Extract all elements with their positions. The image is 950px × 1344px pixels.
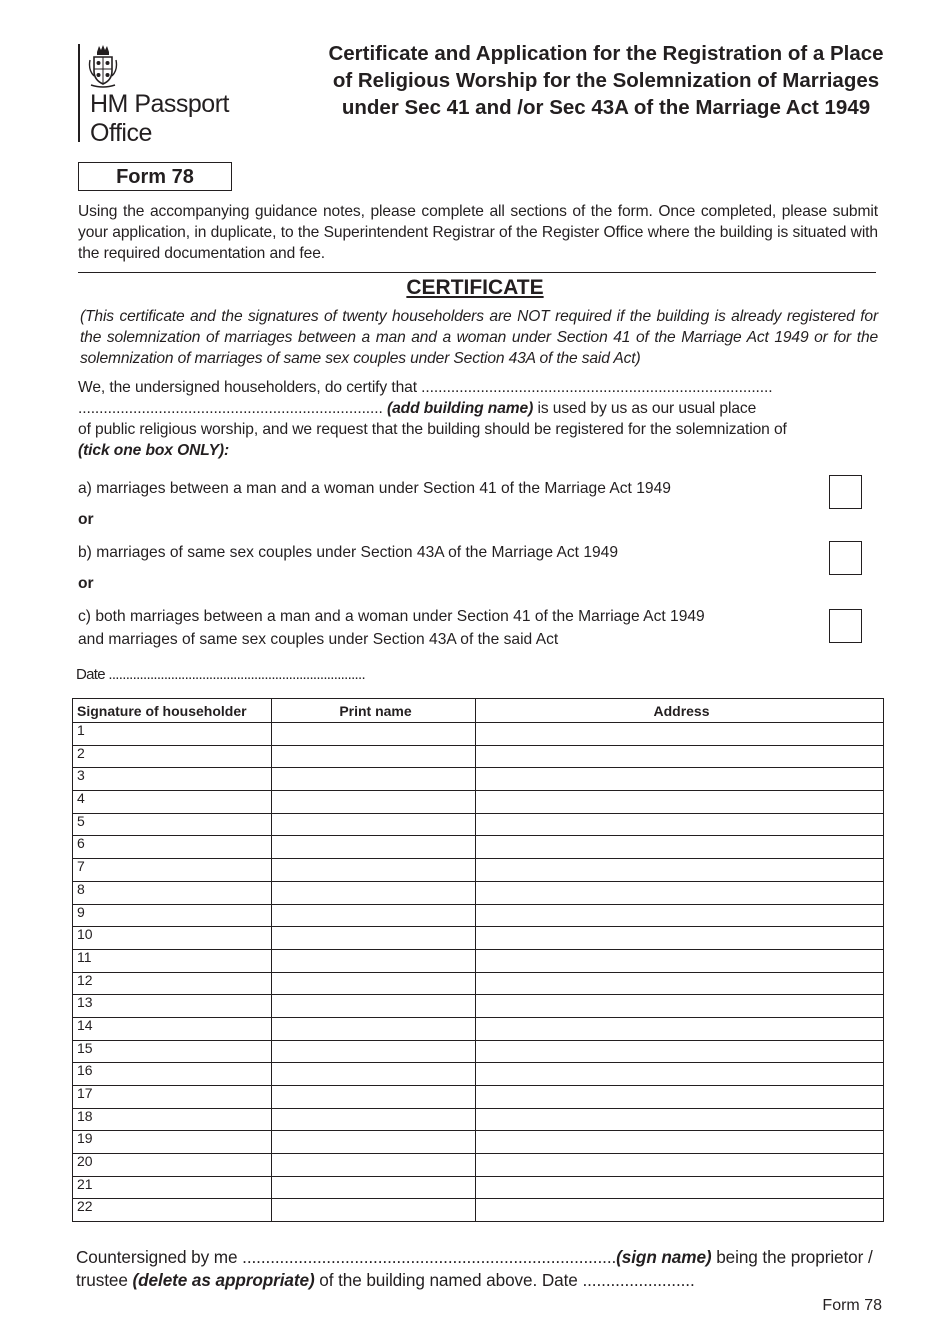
table-row: [73, 904, 884, 927]
address-cell[interactable]: [476, 1199, 884, 1222]
signature-cell[interactable]: 5: [73, 813, 272, 836]
option-c-checkbox[interactable]: [829, 609, 862, 643]
address-cell[interactable]: [476, 1154, 884, 1177]
table-row: [73, 1040, 884, 1063]
table-row: [73, 768, 884, 791]
table-body: [73, 723, 884, 1222]
option-a-label: a) marriages between a man and a woman under Section 41 of the Marriage Act 1949: [78, 480, 671, 497]
table-row: [73, 1199, 884, 1222]
print-name-cell[interactable]: [272, 1017, 476, 1040]
signature-cell[interactable]: 4: [73, 791, 272, 814]
print-name-cell[interactable]: [272, 791, 476, 814]
section-divider: [78, 272, 876, 273]
building-name-line: [78, 398, 878, 419]
tick-instruction: (tick one box ONLY):: [78, 442, 230, 459]
signature-cell[interactable]: 13: [73, 995, 272, 1018]
form-number-box: Form 78: [78, 162, 232, 191]
signature-cell[interactable]: 15: [73, 1040, 272, 1063]
print-name-cell[interactable]: [272, 723, 476, 746]
print-name-cell[interactable]: [272, 1063, 476, 1086]
address-cell[interactable]: [476, 859, 884, 882]
table-row: [73, 791, 884, 814]
column-header-signature: Signature of householder: [73, 699, 272, 723]
countersign-text-2: being the proprietor / trustee: [76, 1247, 873, 1290]
signature-cell[interactable]: 19: [73, 1131, 272, 1154]
address-cell[interactable]: [476, 949, 884, 972]
address-cell[interactable]: [476, 1108, 884, 1131]
signature-cell[interactable]: 14: [73, 1017, 272, 1040]
address-cell[interactable]: [476, 1131, 884, 1154]
table-row: [73, 1017, 884, 1040]
certificate-note: (This certificate and the signatures of twenty householders are NOT required if the building is already registered for the solemnization of marriages between a man and a woman under Section 41 of the Marriage Act 1949 or for the solemnization of marriages of same sex couples under Section 43A of the said Act): [80, 308, 878, 367]
countersign-text-3[interactable]: of the building named above. Date ........................: [314, 1270, 695, 1290]
building-name-rest: is used by us as our usual place: [533, 400, 757, 417]
building-name-hint: (add building name): [386, 400, 534, 417]
building-name-dots[interactable]: ........................................................................: [78, 400, 387, 417]
print-name-cell[interactable]: [272, 1154, 476, 1177]
table-row: [73, 1154, 884, 1177]
option-b-label: b) marriages of same sex couples under Section 43A of the Marriage Act 1949: [78, 544, 619, 561]
signature-cell[interactable]: 12: [73, 972, 272, 995]
signature-cell[interactable]: 3: [73, 768, 272, 791]
intro-instructions: Using the accompanying guidance notes, please complete all sections of the form. Once completed, please submit your application, in duplicate, to the Superintendent Registrar of the Register Office where the building is situated with the required documentation and fee.: [78, 203, 878, 262]
signature-cell[interactable]: 7: [73, 859, 272, 882]
countersign-hint-delete: (delete as appropriate): [132, 1270, 315, 1290]
address-cell[interactable]: [476, 768, 884, 791]
print-name-cell[interactable]: [272, 768, 476, 791]
column-header-address: Address: [476, 699, 884, 723]
option-c-label-line-1: c) both marriages between a man and a woman under Section 41 of the Marriage Act 1949: [78, 608, 705, 625]
option-a-checkbox[interactable]: [829, 475, 862, 509]
signature-cell[interactable]: 1: [73, 723, 272, 746]
print-name-cell[interactable]: [272, 1199, 476, 1222]
table-row: [73, 1063, 884, 1086]
address-cell[interactable]: [476, 791, 884, 814]
print-name-cell[interactable]: [272, 745, 476, 768]
address-cell[interactable]: [476, 972, 884, 995]
option-c-label-line-2: and marriages of same sex couples under Section 43A of the said Act: [78, 631, 559, 648]
signature-cell[interactable]: 18: [73, 1108, 272, 1131]
table-row: [73, 1086, 884, 1109]
address-cell[interactable]: [476, 1063, 884, 1086]
address-cell[interactable]: [476, 836, 884, 859]
print-name-cell[interactable]: [272, 1176, 476, 1199]
option-b-checkbox[interactable]: [829, 541, 862, 575]
address-cell[interactable]: [476, 1040, 884, 1063]
table-row: [73, 949, 884, 972]
org-name-line-1: HM Passport: [90, 90, 229, 118]
signature-cell[interactable]: 20: [73, 1154, 272, 1177]
certify-line: We, the undersigned householders, do certify that ...................................................................................: [78, 379, 773, 396]
table-row: [73, 745, 884, 768]
signature-cell[interactable]: 6: [73, 836, 272, 859]
or-separator: or: [78, 575, 94, 592]
print-name-cell[interactable]: [272, 1108, 476, 1131]
print-name-cell[interactable]: [272, 1086, 476, 1109]
signature-cell[interactable]: 11: [73, 949, 272, 972]
print-name-cell[interactable]: [272, 904, 476, 927]
address-cell[interactable]: [476, 904, 884, 927]
table-row: [73, 1176, 884, 1199]
signature-cell[interactable]: 8: [73, 881, 272, 904]
print-name-cell[interactable]: [272, 881, 476, 904]
countersign-text-1[interactable]: Countersigned by me ................................................................................: [76, 1247, 617, 1267]
print-name-cell[interactable]: [272, 1131, 476, 1154]
address-cell[interactable]: [476, 1176, 884, 1199]
signature-cell[interactable]: 9: [73, 904, 272, 927]
print-name-cell[interactable]: [272, 927, 476, 950]
table-row: [73, 723, 884, 746]
org-name-line-2: Office: [90, 119, 152, 147]
address-cell[interactable]: [476, 745, 884, 768]
address-cell[interactable]: [476, 995, 884, 1018]
table-row: [73, 813, 884, 836]
column-header-print-name: Print name: [272, 699, 476, 723]
logo-divider: [78, 44, 80, 142]
signature-cell[interactable]: 17: [73, 1086, 272, 1109]
table-row: [73, 836, 884, 859]
print-name-cell[interactable]: [272, 972, 476, 995]
print-name-cell[interactable]: [272, 836, 476, 859]
signature-cell[interactable]: 10: [73, 927, 272, 950]
householder-signature-table: [72, 698, 884, 1222]
footer-form-label: Form 78: [822, 1297, 882, 1314]
table-row: [73, 1131, 884, 1154]
date-field[interactable]: Date ..........................................................................: [76, 666, 365, 683]
table-row: [73, 927, 884, 950]
form-title: Certificate and Application for the Registration of a Place of Religious Worship for the Solemnization of Marriages under Sec 41 and /or Sec 43A of the Marriage Act 1949: [328, 42, 884, 119]
address-cell[interactable]: [476, 881, 884, 904]
or-separator: or: [78, 511, 94, 528]
table-row: [73, 1108, 884, 1131]
print-name-cell[interactable]: [272, 949, 476, 972]
address-cell[interactable]: [476, 723, 884, 746]
address-cell[interactable]: [476, 1086, 884, 1109]
signature-cell[interactable]: 22: [73, 1199, 272, 1222]
print-name-cell[interactable]: [272, 995, 476, 1018]
signature-cell[interactable]: 21: [73, 1176, 272, 1199]
address-cell[interactable]: [476, 927, 884, 950]
request-line: of public religious worship, and we request that the building should be registered for the solemnization of: [78, 421, 787, 438]
countersign-hint-sign-name: (sign name): [616, 1247, 712, 1267]
address-cell[interactable]: [476, 813, 884, 836]
table-row: [73, 859, 884, 882]
print-name-cell[interactable]: [272, 813, 476, 836]
table-header-row: [73, 699, 884, 723]
countersign-statement: [76, 1246, 882, 1292]
royal-crest-icon: [88, 44, 118, 88]
signature-cell[interactable]: 2: [73, 745, 272, 768]
certificate-heading: CERTIFICATE: [406, 276, 544, 299]
signature-cell[interactable]: 16: [73, 1063, 272, 1086]
address-cell[interactable]: [476, 1017, 884, 1040]
print-name-cell[interactable]: [272, 1040, 476, 1063]
print-name-cell[interactable]: [272, 859, 476, 882]
table-row: [73, 881, 884, 904]
table-row: [73, 995, 884, 1018]
table-row: [73, 972, 884, 995]
